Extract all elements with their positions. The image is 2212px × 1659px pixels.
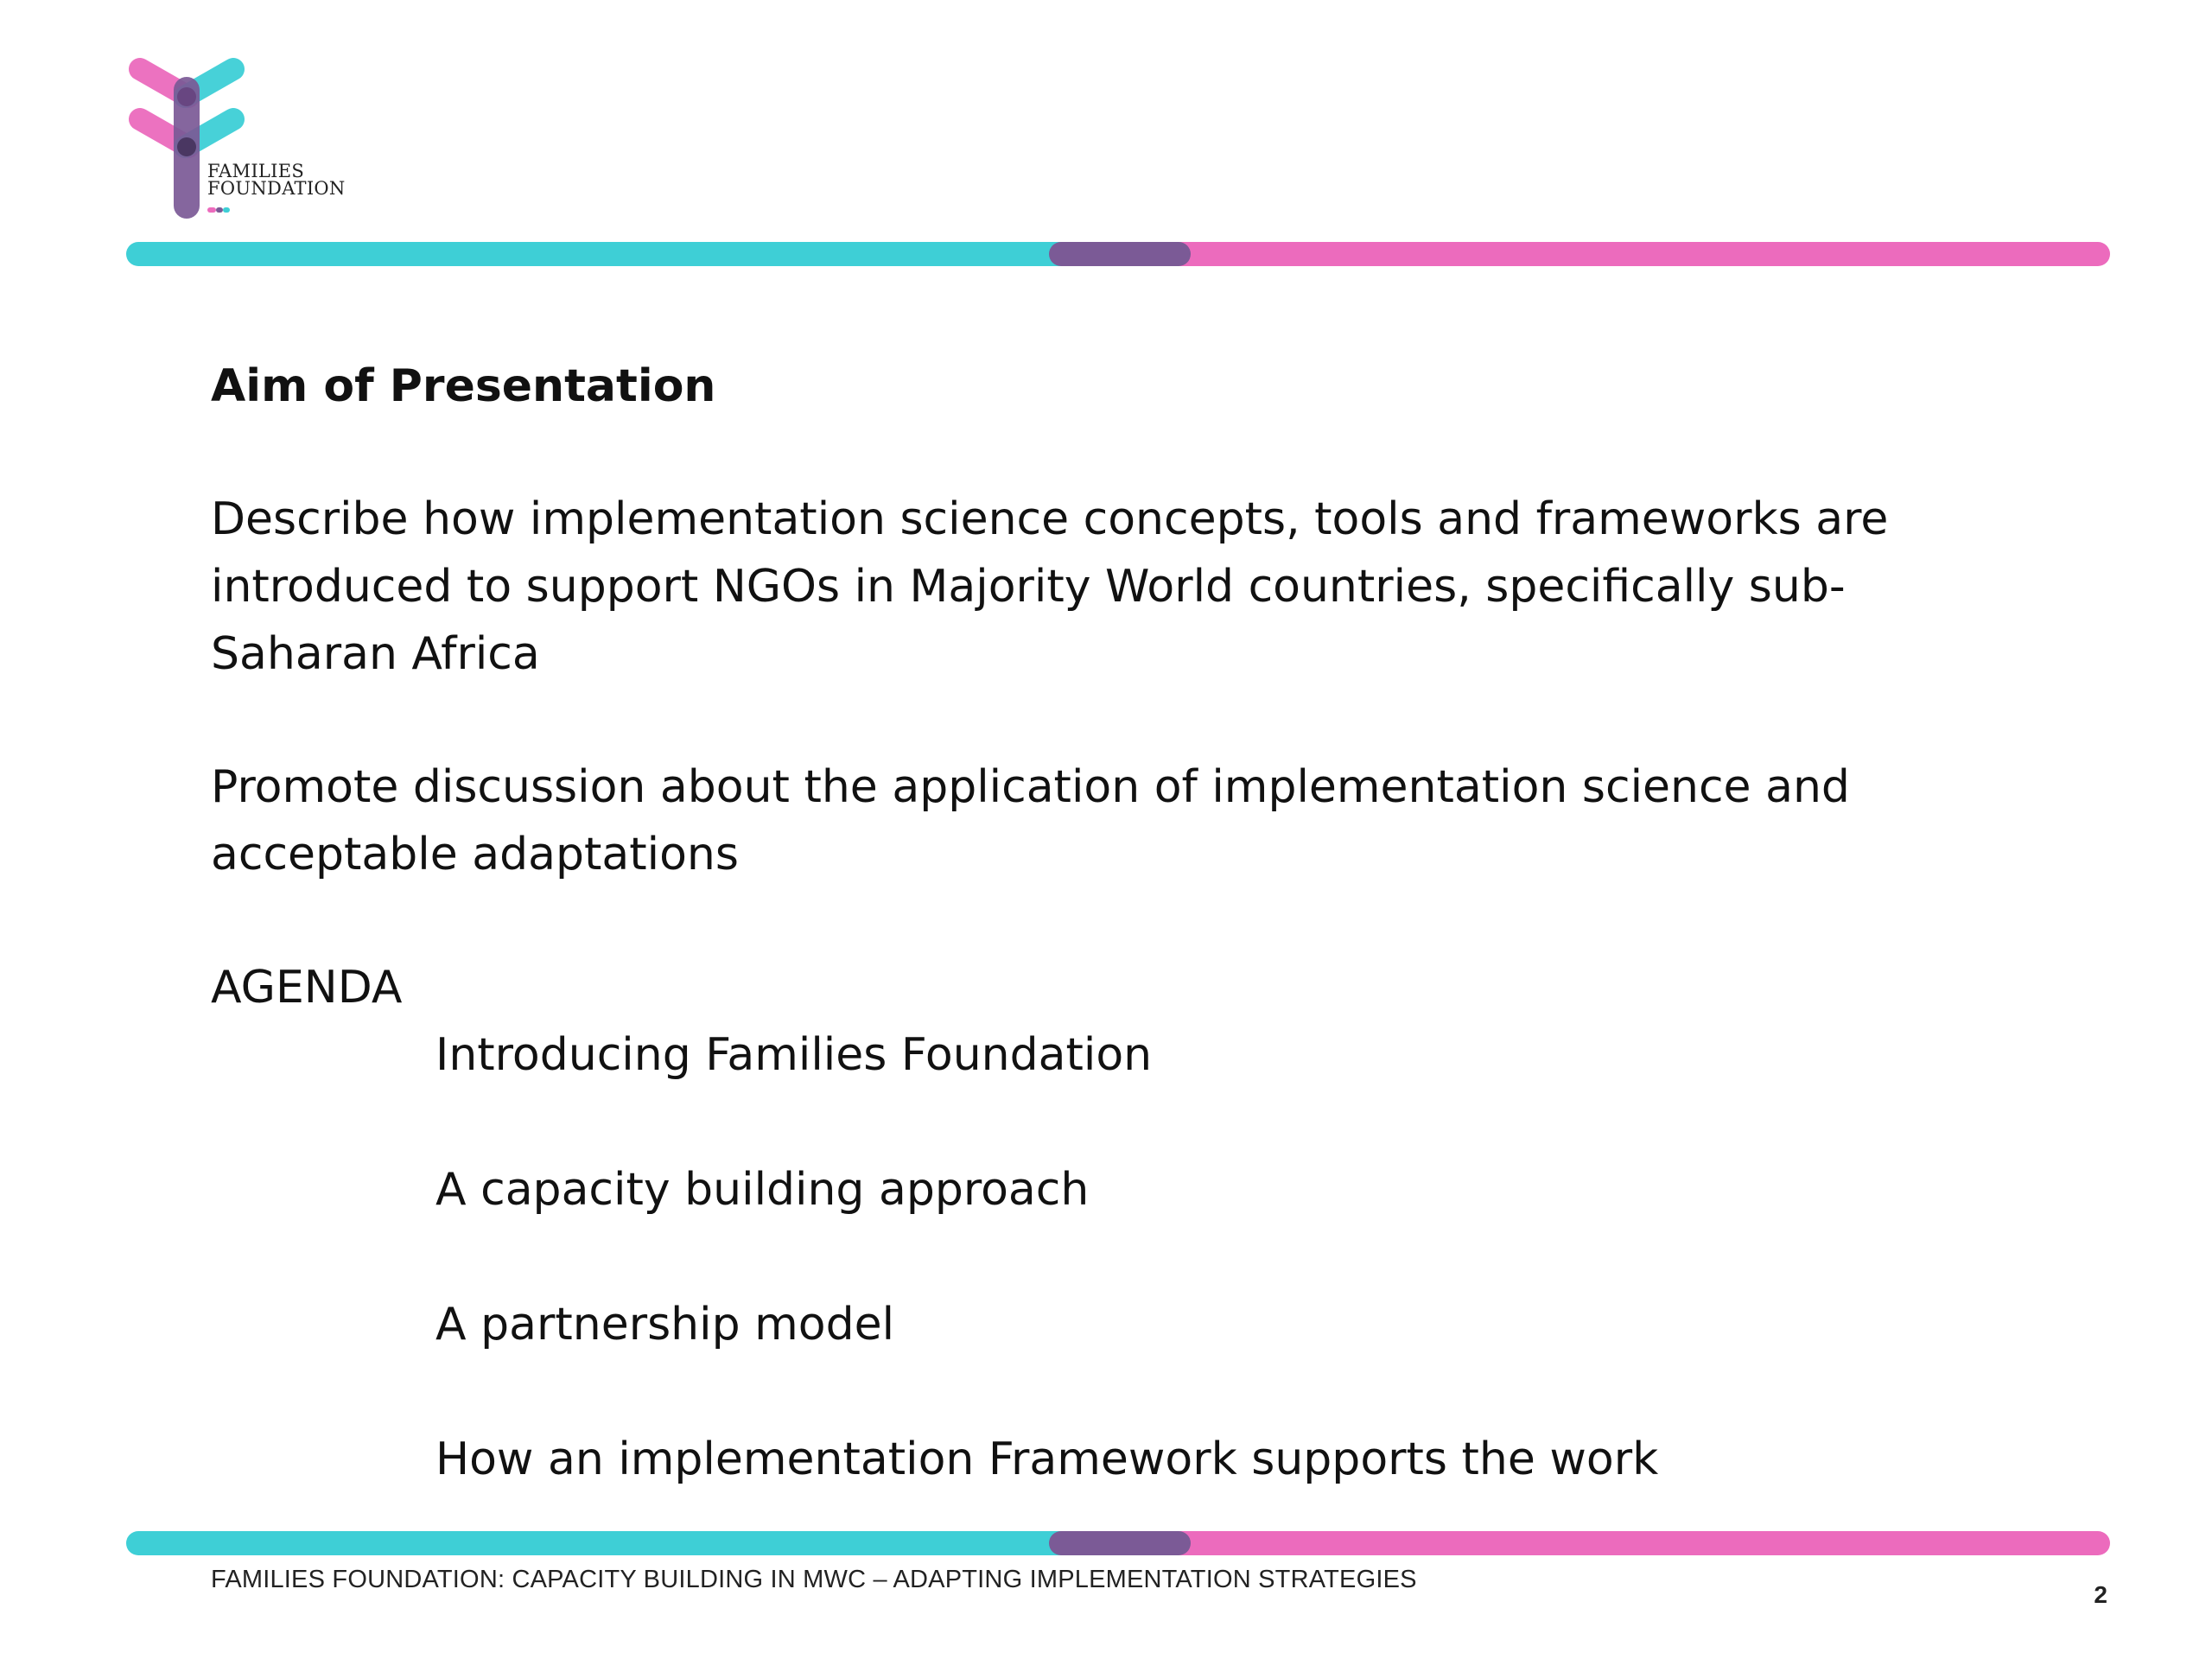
agenda-item: A capacity building approach xyxy=(435,1164,1090,1216)
bottom-divider-bar xyxy=(126,1531,2110,1555)
agenda-item: Introducing Families Foundation xyxy=(435,1029,1153,1081)
logo-wordmark xyxy=(207,162,346,197)
aim-paragraph-2: Promote discussion about the application of implementation science and acceptable adaptations xyxy=(211,761,1850,880)
agenda-item: A partnership model xyxy=(435,1299,895,1351)
agenda-title: AGENDA xyxy=(211,962,403,1014)
agenda-item: How an implementation Framework supports the work xyxy=(435,1433,1659,1485)
families-foundation-logo xyxy=(128,55,353,219)
logo-line-2: FOUNDATION xyxy=(207,178,346,199)
logo-accent-dots xyxy=(207,207,230,213)
footer-title: FAMILIES FOUNDATION: CAPACITY BUILDING IN MWC – ADAPTING IMPLEMENTATION STRATEGIES xyxy=(211,1566,1417,1593)
slide-heading: Aim of Presentation xyxy=(211,360,716,412)
page-number: 2 xyxy=(2094,1581,2107,1608)
slide-body xyxy=(211,353,1939,1560)
aim-paragraph-1: Describe how implementation science concepts, tools and frameworks are introduced to support NGOs in Majority World countries, specifically sub-Saharan Africa xyxy=(211,493,1889,680)
top-divider-bar xyxy=(126,242,2110,266)
logo-line-1: FAMILIES xyxy=(207,161,305,181)
agenda-list xyxy=(211,1021,1939,1493)
